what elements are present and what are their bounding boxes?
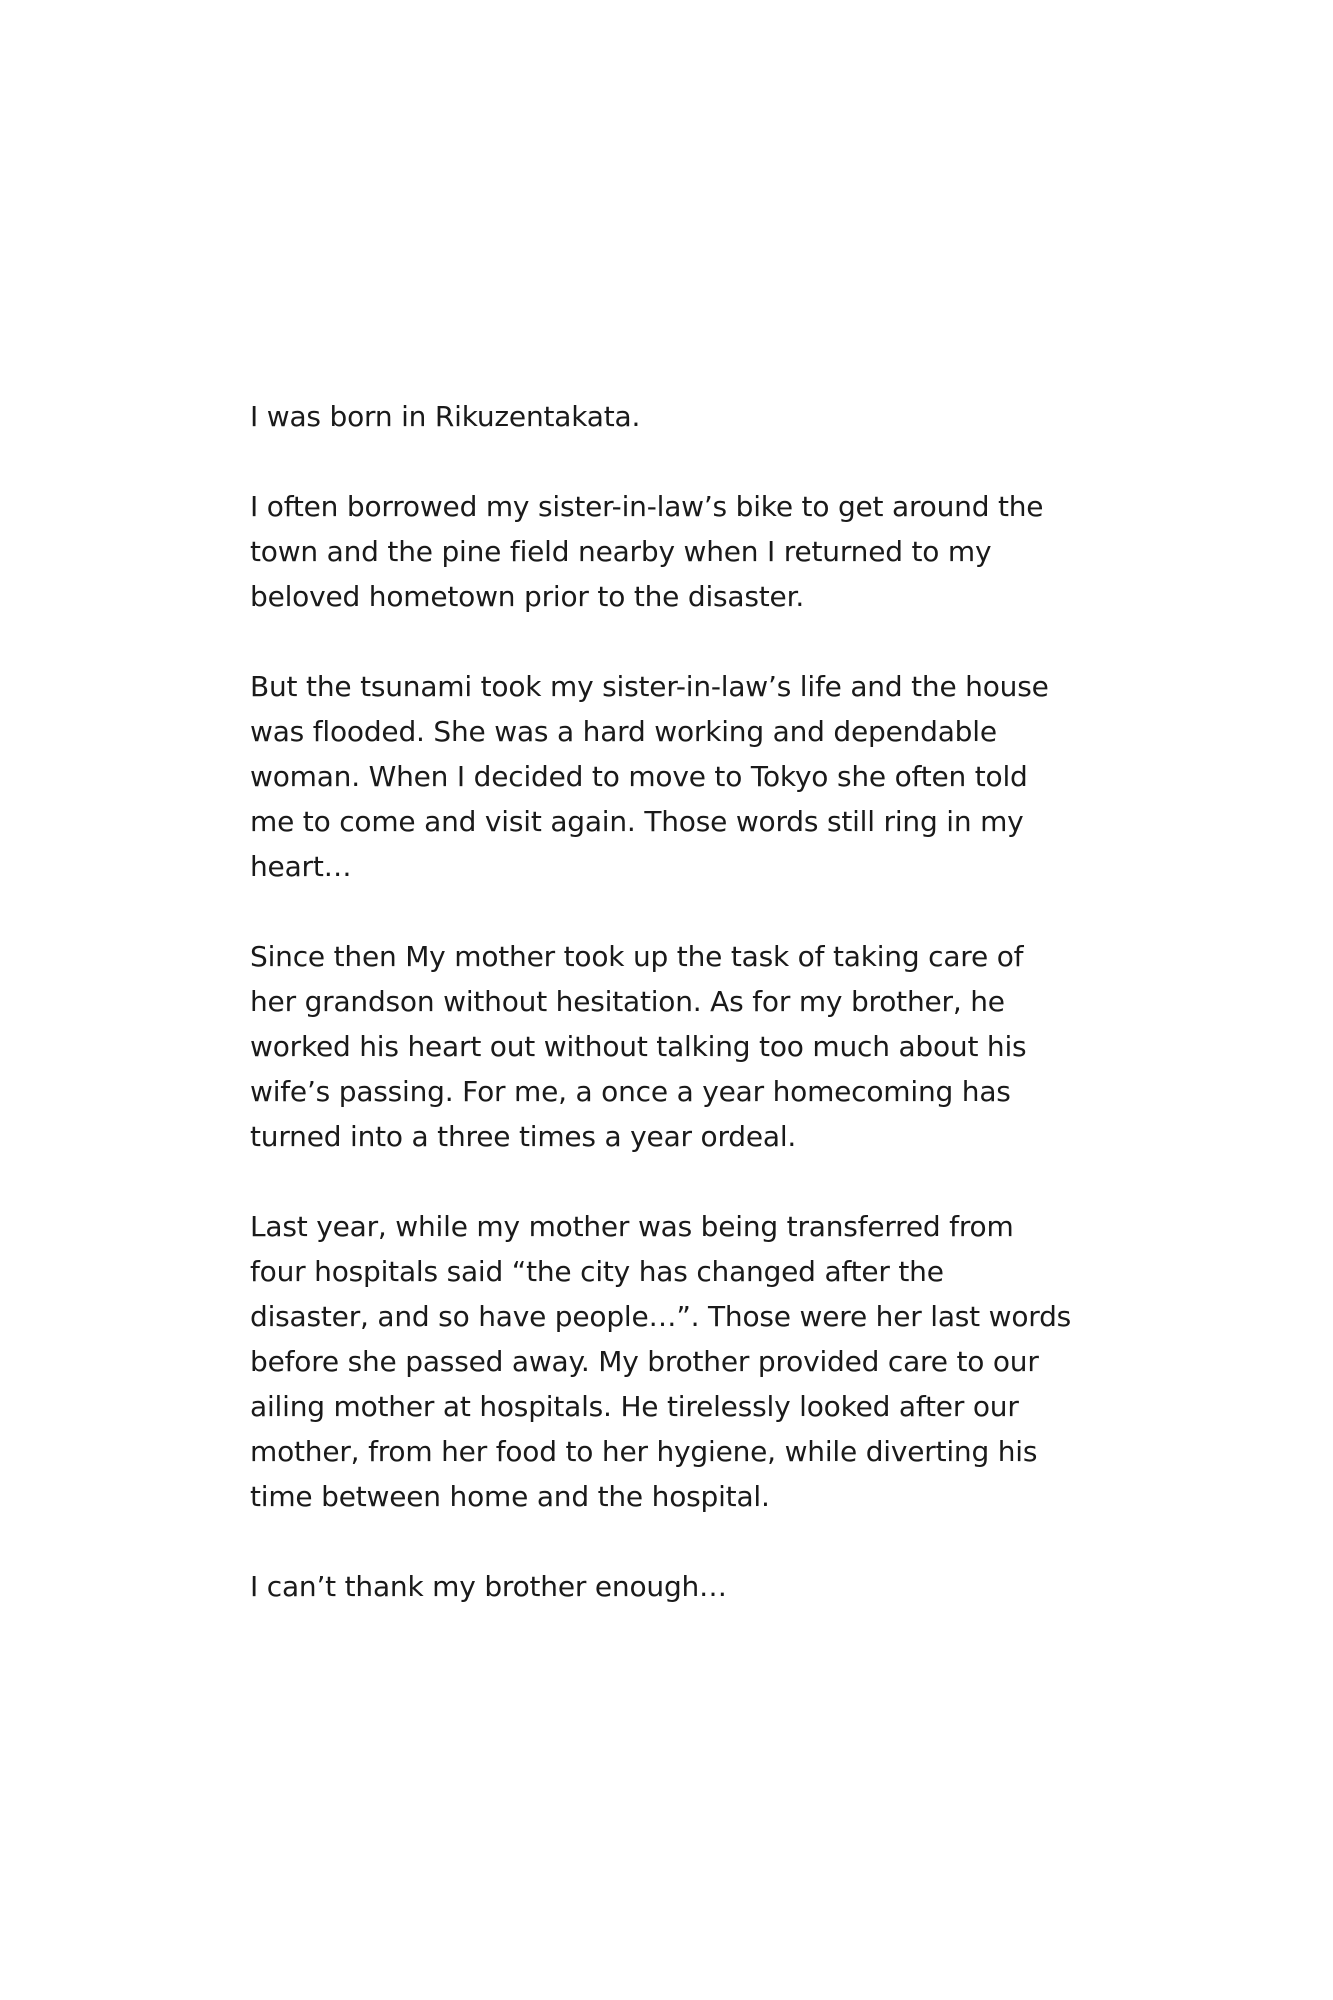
paragraph-tsunami: But the tsunami took my sister-in-law’s life and the house was flooded. She was a hard working and dependable woman. When I decided to move to Tokyo she often told me to come and visit again. Those words still ring in my heart… [250, 670, 1049, 883]
paragraph-mother-last-words: Last year, while my mother was being transferred from four hospitals said “the city has changed after the disaster, and so have people…”. Those were her last words before she passed away. My brother provided care to our ailing mother at hospitals. He tirelessly looked after our mother, from her food to her hygiene, while diverting his time between home and the hospital. [250, 1210, 1072, 1513]
body-text [250, 394, 1100, 1609]
paragraph-hometown-visits: I often borrowed my sister-in-law’s bike to get around the town and the pine field nearby when I returned to my beloved hometown prior to the disaster. [250, 490, 1044, 613]
paragraph-gratitude: I can’t thank my brother enough… [250, 1570, 727, 1603]
paragraph-family-after: Since then My mother took up the task of taking care of her grandson without hesitation. As for my brother, he worked his heart out without talking too much about his wife’s passing. For me, a once a year homecoming has turned into a three times a year ordeal. [250, 940, 1027, 1153]
paragraph-birthplace: I was born in Rikuzentakata. [250, 400, 641, 433]
